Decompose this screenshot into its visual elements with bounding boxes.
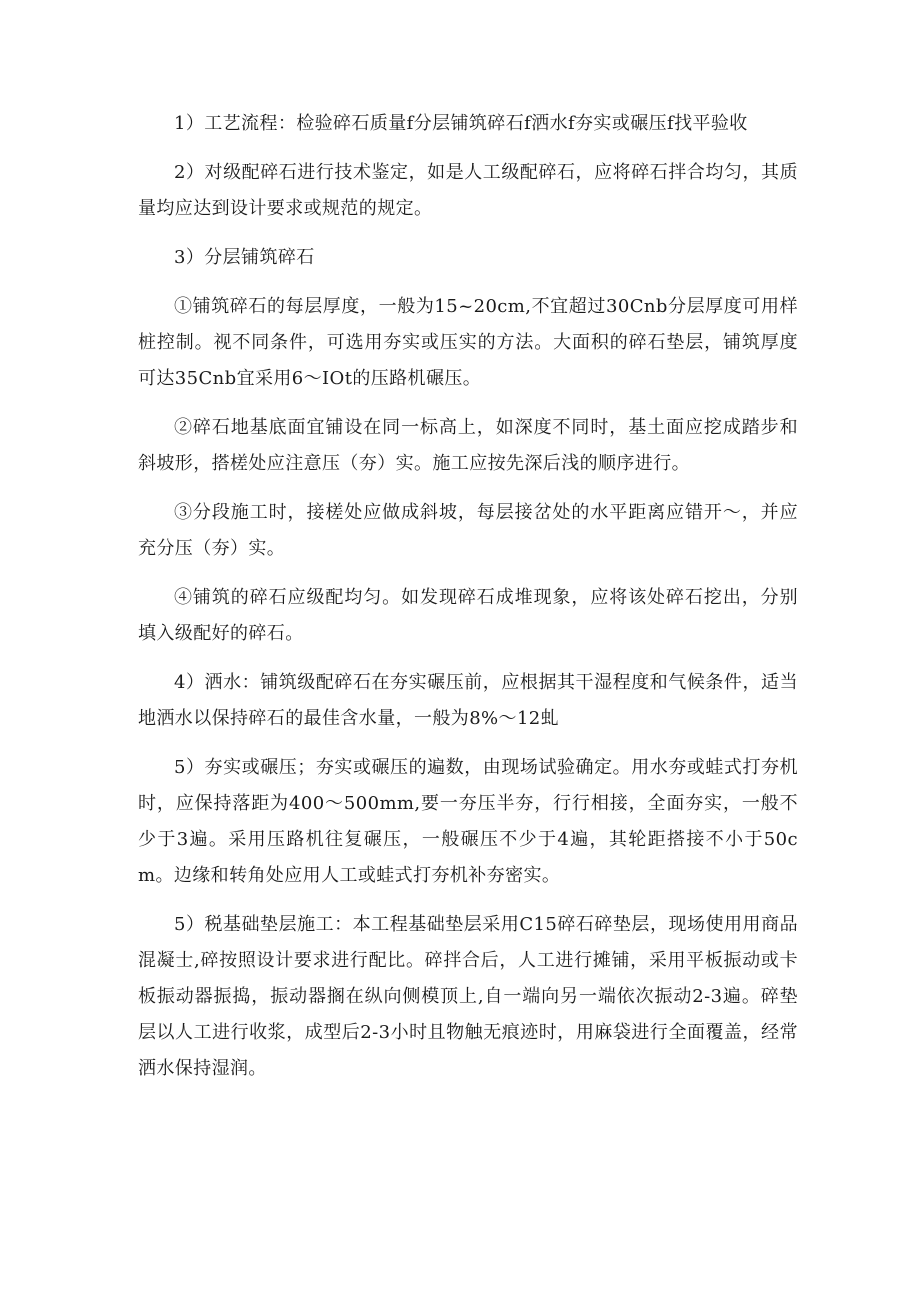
document-body (138, 106, 798, 1100)
paragraph-process-flow: 1）工艺流程：检验碎石质量f分层铺筑碎石f洒水f夯实或碾压f找平验收 (174, 113, 748, 134)
paragraph-uniform-gradation: ④铺筑的碎石应级配均匀。如发现碎石成堆现象，应将该处碎石挖出，分别填入级配好的碎石。 (138, 587, 798, 644)
paragraph-base-elevation: ②碎石地基底面宜铺设在同一标高上，如深度不同时，基土面应挖成踏步和斜坡形，搭槎处应注意压（夯）实。施工应按先深后浅的顺序进行。 (138, 417, 798, 474)
paragraph-compaction: 5）夯实或碾压；夯实或碾压的遍数，由现场试验确定。用水夯或蛙式打夯机时，应保持落距为400～500mm,要一夯压半夯，行行相接，全面夯实，一般不少于3遍。采用压路机往复碾压，一般碾压不少于4遍，其轮距搭接不小于50cm。边缘和转角处应用人工或蛙式打夯机补夯密实。 (138, 757, 798, 886)
paragraph-watering: 4）洒水：铺筑级配碎石在夯实碾压前，应根据其干湿程度和气候条件，适当地洒水以保持碎石的最佳含水量，一般为8%～12虬 (138, 672, 798, 729)
paragraph-layer-thickness: ①铺筑碎石的每层厚度，一般为15~20cm,不宜超过30Cnb分层厚度可用样桩控制。视不同条件，可选用夯实或压实的方法。大面积的碎石垫层，铺筑厚度可达35Cnb宜采用6～IOt的压路机碾压。 (138, 296, 798, 389)
paragraph-concrete-cushion: 5）税基础垫层施工：本工程基础垫层采用C15碎石碎垫层，现场使用用商品混凝士,碎按照设计要求进行配比。碎拌合后，人工进行摊铺，采用平板振动或卡板振动器振捣，振动器搁在纵向侧模顶上,自一端向另一端依次振动2-3遍。碎垫层以人工进行收浆，成型后2-3小时且物触无痕迹时，用麻袋进行全面覆盖，经常洒水保持湿润。 (138, 914, 798, 1079)
paragraph-layered-paving-heading: 3）分层铺筑碎石 (174, 247, 315, 268)
paragraph-gradation-appraisal: 2）对级配碎石进行技术鉴定，如是人工级配碎石，应将碎石拌合均匀，其质量均应达到设计要求或规范的规定。 (138, 162, 798, 219)
paragraph-segmented-construction: ③分段施工时，接槎处应做成斜坡，每层接岔处的水平距离应错开～，并应充分压（夯）实。 (138, 502, 798, 559)
